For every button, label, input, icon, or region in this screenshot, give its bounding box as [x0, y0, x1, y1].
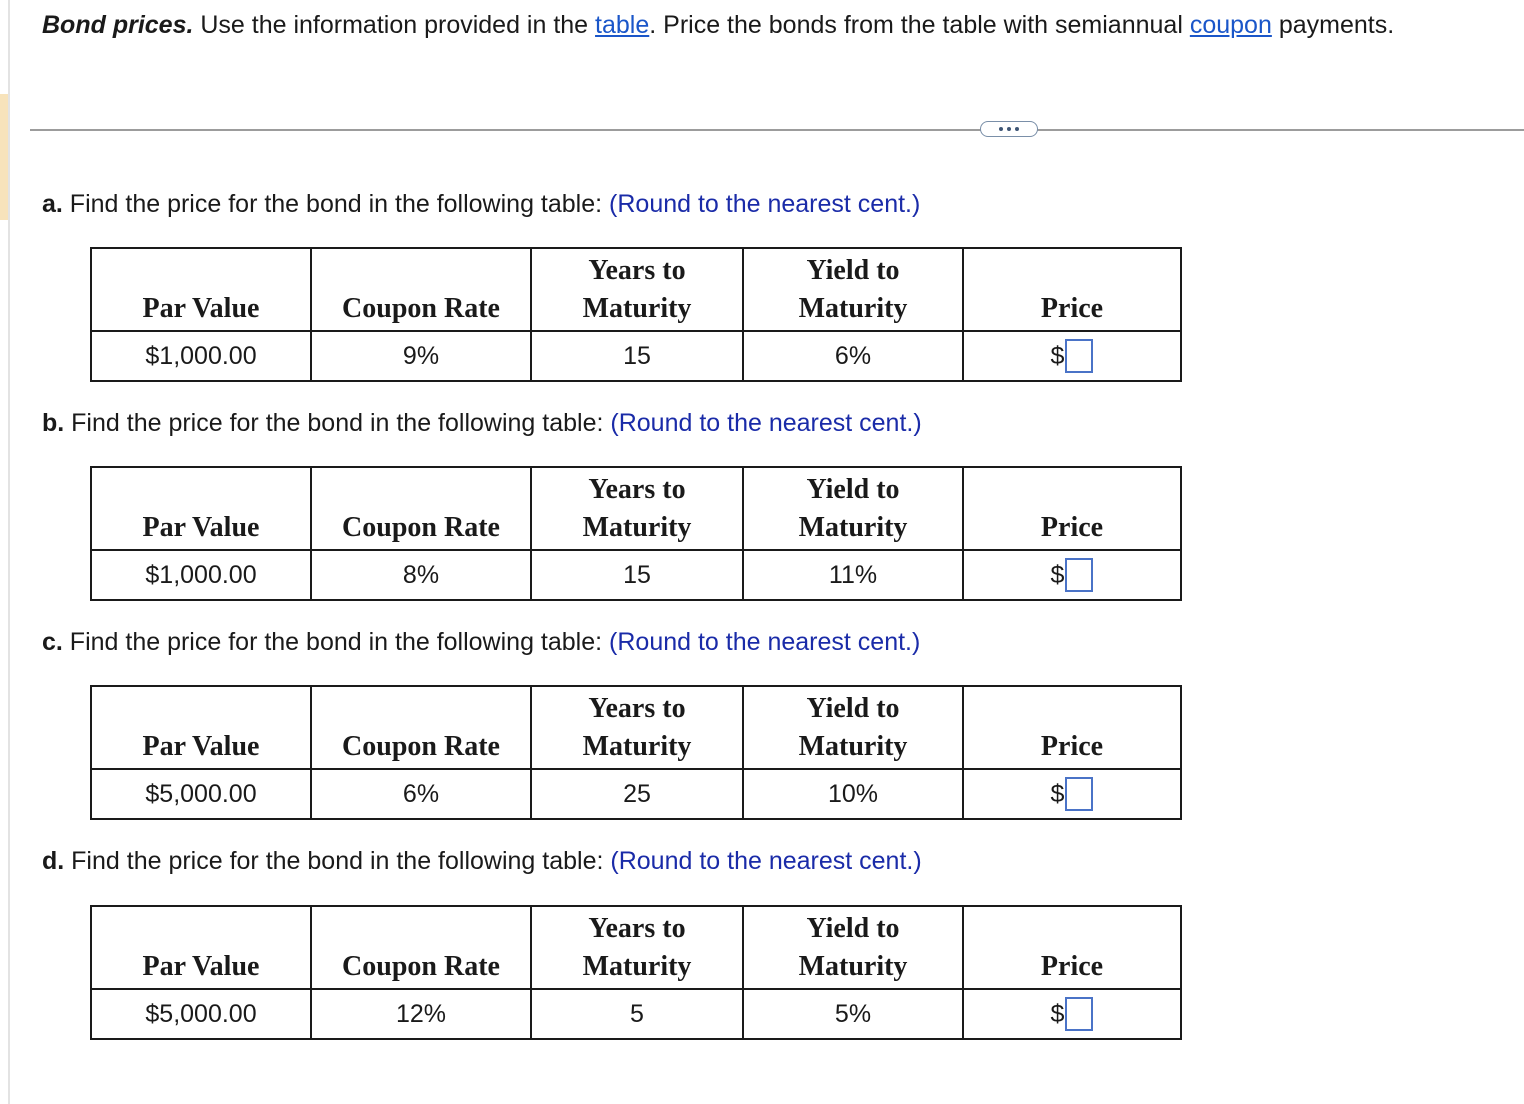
header-par-value: Par Value — [91, 686, 311, 769]
question-text: Find the price for the bond in the following table: — [62, 190, 610, 218]
header-row — [91, 467, 1181, 550]
problem-text-3: payments. — [1271, 11, 1395, 39]
header-row — [91, 906, 1181, 989]
divider — [30, 129, 1524, 131]
question-letter: b. — [42, 409, 65, 437]
cell-coupon-rate: 9% — [311, 331, 531, 381]
header-row — [91, 686, 1181, 769]
price-input-b[interactable] — [1065, 558, 1093, 592]
problem-title: Bond prices. — [42, 11, 194, 39]
cell-par-value: $5,000.00 — [91, 769, 311, 819]
header-price: Price — [963, 248, 1181, 331]
table-row — [91, 550, 1181, 600]
bond-table-c — [90, 685, 1182, 820]
bond-table-a — [90, 247, 1182, 382]
dollar-sign: $ — [1050, 341, 1065, 370]
cell-ytm: 10% — [743, 769, 963, 819]
bond-table-b — [90, 466, 1182, 601]
header-price: Price — [963, 467, 1181, 550]
dollar-sign: $ — [1050, 999, 1065, 1028]
cell-price — [963, 550, 1181, 600]
dollar-sign: $ — [1050, 560, 1065, 589]
header-coupon-rate: Coupon Rate — [311, 467, 531, 550]
cell-price — [963, 769, 1181, 819]
header-row — [91, 248, 1181, 331]
left-rail — [8, 0, 10, 1104]
cell-price — [963, 989, 1181, 1039]
question-b — [42, 409, 922, 438]
cell-years: 15 — [531, 550, 743, 600]
expand-more-button[interactable] — [980, 121, 1038, 137]
cell-ytm: 11% — [743, 550, 963, 600]
header-yield-to-maturity: Yield to Maturity — [743, 248, 963, 331]
table-link[interactable]: table — [595, 11, 650, 39]
cell-years: 25 — [531, 769, 743, 819]
table-row — [91, 989, 1181, 1039]
header-price: Price — [963, 906, 1181, 989]
question-c — [42, 628, 920, 657]
question-text: Find the price for the bond in the following table: — [62, 628, 610, 656]
table-row — [91, 331, 1181, 381]
header-years-to-maturity: Years to Maturity — [531, 686, 743, 769]
round-hint: (Round to the nearest cent.) — [609, 628, 921, 656]
cell-ytm: 5% — [743, 989, 963, 1039]
cell-par-value: $1,000.00 — [91, 331, 311, 381]
problem-text-2: . Price the bonds from the table with semiannual — [649, 11, 1190, 39]
dollar-sign: $ — [1050, 779, 1065, 808]
header-yield-to-maturity: Yield to Maturity — [743, 686, 963, 769]
header-years-to-maturity: Years to Maturity — [531, 906, 743, 989]
question-text: Find the price for the bond in the following table: — [64, 409, 611, 437]
price-input-d[interactable] — [1065, 997, 1093, 1031]
question-a — [42, 190, 920, 219]
cell-years: 15 — [531, 331, 743, 381]
left-accent-bar — [0, 94, 8, 220]
question-letter: c. — [42, 628, 63, 656]
header-years-to-maturity: Years to Maturity — [531, 248, 743, 331]
question-letter: d. — [42, 847, 65, 875]
cell-years: 5 — [531, 989, 743, 1039]
bond-table-d — [90, 905, 1182, 1040]
header-years-to-maturity: Years to Maturity — [531, 467, 743, 550]
round-hint: (Round to the nearest cent.) — [609, 190, 921, 218]
header-price: Price — [963, 686, 1181, 769]
cell-coupon-rate: 8% — [311, 550, 531, 600]
more-dots-icon — [1015, 127, 1019, 131]
question-letter: a. — [42, 190, 63, 218]
cell-price — [963, 331, 1181, 381]
header-coupon-rate: Coupon Rate — [311, 906, 531, 989]
problem-text-1: Use the information provided in the — [193, 11, 596, 39]
header-coupon-rate: Coupon Rate — [311, 248, 531, 331]
header-coupon-rate: Coupon Rate — [311, 686, 531, 769]
cell-par-value: $1,000.00 — [91, 550, 311, 600]
problem-statement — [42, 11, 1394, 40]
header-par-value: Par Value — [91, 248, 311, 331]
price-input-a[interactable] — [1065, 339, 1093, 373]
coupon-link[interactable]: coupon — [1189, 11, 1272, 39]
cell-ytm: 6% — [743, 331, 963, 381]
header-yield-to-maturity: Yield to Maturity — [743, 906, 963, 989]
header-par-value: Par Value — [91, 906, 311, 989]
cell-par-value: $5,000.00 — [91, 989, 311, 1039]
header-yield-to-maturity: Yield to Maturity — [743, 467, 963, 550]
table-row — [91, 769, 1181, 819]
question-d — [42, 847, 922, 876]
more-dots-icon — [1007, 127, 1011, 131]
header-par-value: Par Value — [91, 467, 311, 550]
cell-coupon-rate: 12% — [311, 989, 531, 1039]
cell-coupon-rate: 6% — [311, 769, 531, 819]
more-dots-icon — [999, 127, 1003, 131]
question-text: Find the price for the bond in the following table: — [64, 847, 611, 875]
round-hint: (Round to the nearest cent.) — [610, 409, 922, 437]
price-input-c[interactable] — [1065, 777, 1093, 811]
round-hint: (Round to the nearest cent.) — [610, 847, 922, 875]
